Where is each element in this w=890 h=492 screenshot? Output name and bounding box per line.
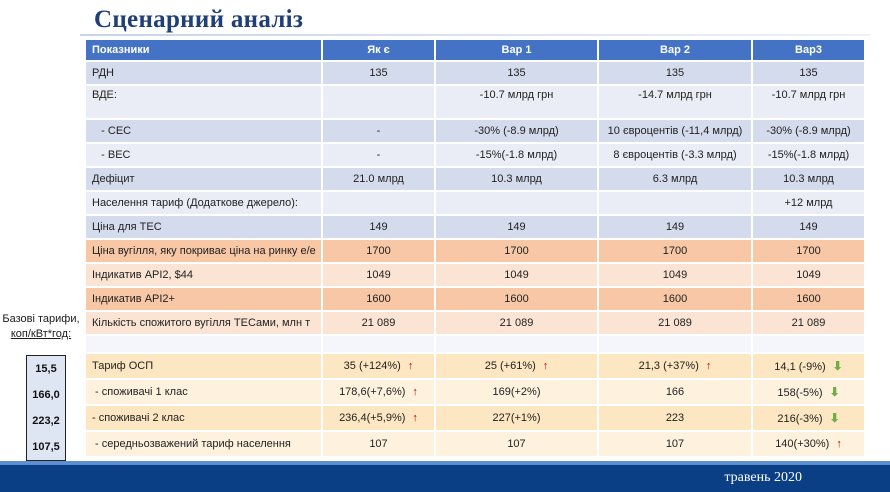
header-var3: Вар3 (752, 39, 865, 61)
base-tariff-value: 166,0 (32, 389, 60, 401)
table-cell: -30% (-8.9 млрд) (752, 119, 865, 143)
table-cell (435, 335, 598, 353)
table-row (85, 379, 865, 405)
header-var1: Вар 1 (435, 39, 598, 61)
table-cell: 223 (598, 405, 752, 431)
cell-text: -14.7 млрд грн (638, 89, 712, 101)
table-row (85, 239, 865, 263)
row-label: - СЕС (85, 119, 322, 143)
table-cell: 10.3 млрд (435, 167, 598, 191)
table-cell (322, 335, 435, 353)
cell-text: 216(-3%) (777, 413, 823, 425)
title-divider (80, 34, 870, 36)
table-row (85, 353, 865, 379)
row-label: Дефіцит (85, 167, 322, 191)
table-cell: 1700 (435, 239, 598, 263)
table-cell (598, 353, 752, 379)
row-label: Ціна для ТЕС (85, 215, 322, 239)
arrow-up-icon: ↑ (407, 360, 414, 372)
table-row (85, 287, 865, 311)
row-label: Індикатив API2+ (85, 287, 322, 311)
row-label: Індикатив API2, $44 (85, 263, 322, 287)
table-cell: 1049 (435, 263, 598, 287)
cell-text: 25 (+61%) (484, 360, 536, 372)
table-cell: 135 (322, 61, 435, 85)
table-cell: 1700 (598, 239, 752, 263)
cell-text: 140(+30%) (775, 438, 830, 450)
table-cell: 135 (598, 61, 752, 85)
table-cell (752, 431, 865, 457)
table-row (85, 167, 865, 191)
table-cell (598, 85, 752, 119)
table-row (85, 85, 865, 119)
table-cell: 21 089 (435, 311, 598, 335)
table-row (85, 191, 865, 215)
table-cell: 107 (435, 431, 598, 457)
base-tariff-value: 107,5 (32, 441, 60, 453)
table-cell (752, 405, 865, 431)
table-cell: 1600 (752, 287, 865, 311)
table-cell (598, 335, 752, 353)
table-row (85, 143, 865, 167)
table-cell (752, 379, 865, 405)
table-cell: 1049 (598, 263, 752, 287)
table-cell: 135 (752, 61, 865, 85)
table-cell: 107 (598, 431, 752, 457)
cell-text: 21,3 (+37%) (638, 360, 699, 372)
table-cell: 135 (435, 61, 598, 85)
cell-text: 236,4(+5,9%) (339, 412, 406, 424)
table-cell: 8 євроцентів (-3.3 млрд) (598, 143, 752, 167)
row-label: Ціна вугілля, яку покриває ціна на ринку е/е (85, 239, 322, 263)
base-tariffs-label-line1: Базові тарифи, (2, 313, 80, 325)
cell-text: 35 (+124%) (343, 360, 401, 372)
table-cell (598, 191, 752, 215)
table-cell: 149 (752, 215, 865, 239)
table-cell: 6.3 млрд (598, 167, 752, 191)
table-row (85, 405, 865, 431)
table-cell: - (322, 143, 435, 167)
spacer-row (85, 335, 865, 353)
table-cell: 169(+2%) (435, 379, 598, 405)
table-cell: 149 (322, 215, 435, 239)
row-label: ВДЕ: (85, 85, 322, 119)
arrow-up-icon: ↑ (836, 438, 842, 450)
row-label: - споживачі 1 клас (85, 379, 322, 405)
table-row (85, 311, 865, 335)
base-tariffs-label (2, 312, 80, 342)
header-var2: Вар 2 (598, 39, 752, 61)
table-cell: 21 089 (752, 311, 865, 335)
row-label: Кількість спожитого вугілля ТЕСами, млн т (85, 311, 322, 335)
table-cell: 1600 (322, 287, 435, 311)
table-row (85, 215, 865, 239)
table-cell: 21 089 (322, 311, 435, 335)
table-cell (322, 85, 435, 119)
table-row (85, 431, 865, 457)
row-label: Населення тариф (Додаткове джерело): (85, 191, 322, 215)
table-cell (752, 85, 865, 119)
table-cell: 21.0 млрд (322, 167, 435, 191)
table-cell: 1700 (752, 239, 865, 263)
table-cell: 149 (598, 215, 752, 239)
table-row (85, 61, 865, 85)
table-cell: 21 089 (598, 311, 752, 335)
table-header-row (85, 39, 865, 61)
table-cell (322, 405, 435, 431)
table-cell (322, 191, 435, 215)
table-cell (435, 85, 598, 119)
cell-text: -10.7 млрд грн (479, 89, 554, 101)
table-cell (85, 335, 322, 353)
base-tariff-value: 15,5 (35, 363, 57, 375)
table-row (85, 119, 865, 143)
arrow-up-icon: ↑ (412, 386, 418, 398)
table-cell (322, 379, 435, 405)
table-cell: 149 (435, 215, 598, 239)
arrow-up-icon: ↑ (705, 360, 712, 372)
table-cell: - (322, 119, 435, 143)
table-cell: -15%(-1.8 млрд) (752, 143, 865, 167)
arrow-up-icon: ↑ (542, 360, 549, 372)
cell-text: -10.7 млрд грн (771, 89, 846, 101)
footer-accent-line (0, 461, 890, 465)
table-cell: 166 (598, 379, 752, 405)
arrow-down-icon: ⬇ (832, 359, 843, 373)
table-cell: -15%(-1.8 млрд) (435, 143, 598, 167)
table-cell: 10 євроцентів (-11,4 млрд) (598, 119, 752, 143)
row-label: - ВЕС (85, 143, 322, 167)
base-tariffs-label-line2: коп/кВт*год: (10, 328, 72, 340)
table-cell (322, 353, 435, 379)
row-label: РДН (85, 61, 322, 85)
scenario-table (84, 38, 866, 458)
table-cell: +12 млрд (752, 191, 865, 215)
slide-title: Сценарний аналіз (94, 6, 304, 33)
table-cell (752, 353, 865, 379)
table-cell (435, 191, 598, 215)
row-label: Тариф ОСП (85, 353, 322, 379)
base-tariff-value: 223,2 (32, 415, 60, 427)
cell-text: 178,6(+7,6%) (339, 386, 406, 398)
row-label: - середньозважений тариф населення (85, 431, 322, 457)
row-label: - споживачі 2 клас (85, 405, 322, 431)
table-cell: 107 (322, 431, 435, 457)
table-cell: 1600 (598, 287, 752, 311)
table-row (85, 263, 865, 287)
table-cell: 227(+1%) (435, 405, 598, 431)
arrow-down-icon: ⬇ (829, 385, 840, 399)
header-indicators: Показники (85, 39, 322, 61)
table-cell: 1049 (322, 263, 435, 287)
table-cell: 10.3 млрд (752, 167, 865, 191)
table-cell: 1600 (435, 287, 598, 311)
table-cell (752, 335, 865, 353)
footer-date: травень 2020 (724, 470, 802, 485)
table-cell (435, 353, 598, 379)
cell-text: 158(-5%) (777, 387, 823, 399)
cell-text: 14,1 (-9%) (774, 361, 826, 373)
table-cell: 1700 (322, 239, 435, 263)
base-tariffs-box (26, 355, 66, 461)
header-as-is: Як є (322, 39, 435, 61)
arrow-down-icon: ⬇ (829, 411, 840, 425)
table-cell: -30% (-8.9 млрд) (435, 119, 598, 143)
table-cell: 1049 (752, 263, 865, 287)
arrow-up-icon: ↑ (412, 412, 418, 424)
